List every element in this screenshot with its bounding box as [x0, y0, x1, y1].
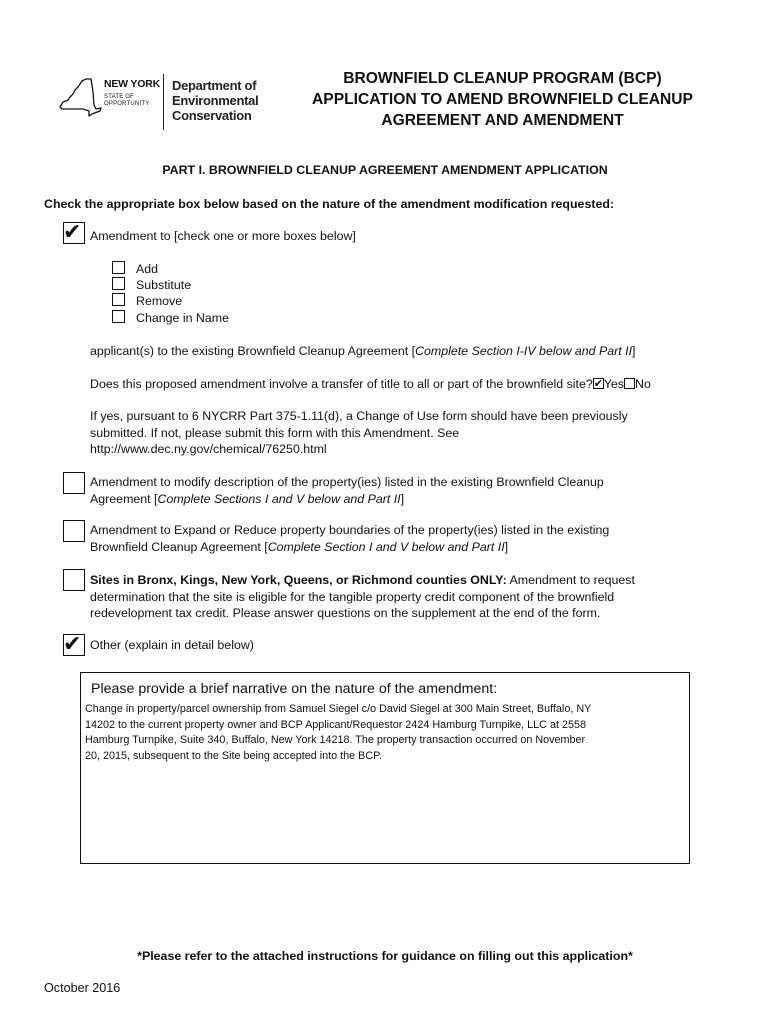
- instructions-note: *Please refer to the attached instructions for guidance on filling out this application*: [137, 949, 633, 963]
- expand-reduce-checkbox[interactable]: [63, 520, 85, 542]
- part-title: PART I. BROWNFIELD CLEANUP AGREEMENT AMENDMENT APPLICATION: [162, 163, 608, 177]
- other-label: Other (explain in detail below): [90, 638, 254, 652]
- revision-date: October 2016: [44, 981, 121, 995]
- narrative-textarea[interactable]: [80, 672, 690, 864]
- transfer-yes-label: Yes: [603, 377, 624, 391]
- add-label: Add: [136, 262, 159, 276]
- narrative-prompt: Please provide a brief narrative on the nature of the amendment:: [91, 681, 498, 697]
- checkmark-icon: ✔: [63, 220, 82, 245]
- narrative-text: Change in property/parcel ownership from Samuel Siegel c/o David Siegel at 300 Main Street, Buffalo, NY 14202 to the current property owner and BCP Applicant/Requestor 2424 Hamburg Turnpike, LLC at 2558 Hamburg Turnpike, Suite 340, Buffalo, New York 14218. The property transaction occurred on November 20, 2015, subsequent to the Site being accepted into the BCP.: [85, 703, 592, 762]
- checkmark-icon: ✔: [63, 632, 82, 657]
- nyc-sites-label: Sites in Bronx, Kings, New York, Queens, or Richmond counties ONLY: Amendment to request determination that the site is eligible for the tangible property credit component of the brownfield redevelopment tax credit. Please answer questions on the supplement at the end of the form.: [90, 573, 635, 620]
- instruction-text: Check the appropriate box below based on the nature of the amendment modification requested:: [44, 197, 615, 211]
- change-of-use-note: If yes, pursuant to 6 NYCRR Part 375-1.11(d), a Change of Use form should have been previously submitted. If not, please submit this form with this Amendment. See http://www.dec.ny.gov/chemical/76250.html: [90, 409, 628, 456]
- applicant-text: applicant(s) to the existing Brownfield Cleanup Agreement [Complete Section I-IV below and Part II]: [90, 344, 636, 358]
- remove-label: Remove: [136, 294, 183, 308]
- nyc-sites-checkbox[interactable]: [63, 569, 85, 591]
- expand-reduce-label: Amendment to Expand or Reduce property boundaries of the property(ies) listed in the existing Brownfield Cleanup Agreement [Complete Section I and V below and Part II]: [90, 523, 610, 554]
- document-title: BROWNFIELD CLEANUP PROGRAM (BCP) APPLICATION TO AMEND BROWNFIELD CLEANUP AGREEMENT AND AMENDMENT: [312, 70, 693, 129]
- transfer-no-checkbox[interactable]: [624, 378, 635, 389]
- transfer-yes-checkbox[interactable]: [593, 378, 604, 389]
- transfer-no-label: No: [635, 377, 651, 391]
- substitute-checkbox[interactable]: [112, 277, 125, 290]
- dec-logo: [56, 70, 276, 136]
- logo-state-subtitle: STATE OF OPPORTUNITY: [104, 94, 150, 107]
- modify-description-checkbox[interactable]: [63, 472, 85, 494]
- logo-divider: [163, 74, 164, 130]
- transfer-question: Does this proposed amendment involve a transfer of title to all or part of the brownfield site?✔ Yes No: [90, 376, 651, 393]
- new-york-state-map-icon: [56, 78, 102, 122]
- logo-department: Department of Environmental Conservation: [172, 78, 259, 123]
- modify-description-label: Amendment to modify description of the property(ies) listed in the existing Brownfield Cleanup Agreement [Complete Sections I and V below and Part II]: [90, 475, 604, 506]
- substitute-label: Substitute: [136, 278, 192, 292]
- add-checkbox[interactable]: [112, 261, 125, 274]
- change-in-name-checkbox[interactable]: [112, 310, 125, 323]
- logo-state-name: NEW YORK: [104, 78, 160, 90]
- amend-applicant-label: Amendment to [check one or more boxes below]: [90, 229, 356, 243]
- remove-checkbox[interactable]: [112, 293, 125, 306]
- change-in-name-label: Change in Name: [136, 311, 229, 325]
